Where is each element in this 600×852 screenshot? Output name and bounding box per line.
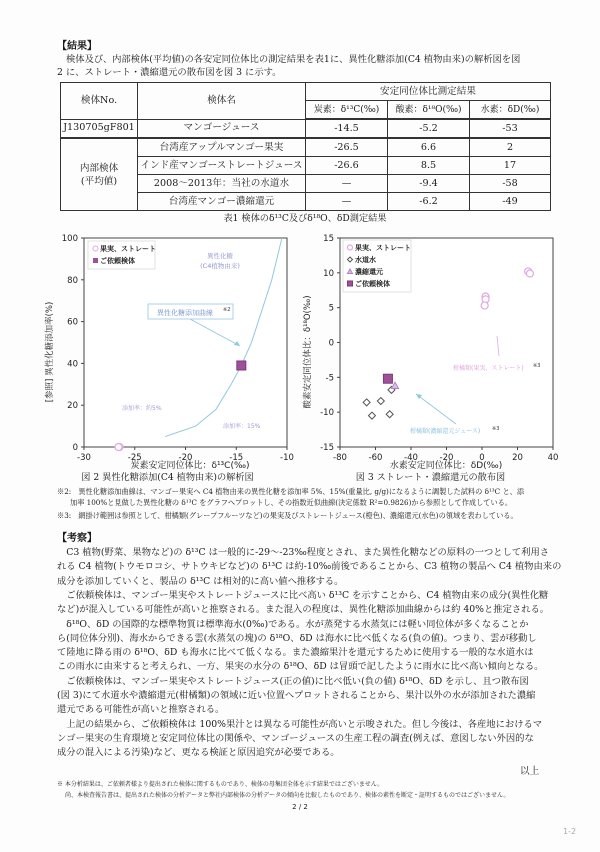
cell-carbon: -26.6: [306, 157, 388, 175]
cell-hydrogen: -58: [470, 175, 551, 193]
disclaimer-2: 尚、本検査報告書は、提出された検体の分析データと弊社内部検体の分析データの傾向を比較したものであり、検体の素性を断定・証明するものではございません。: [65, 792, 510, 799]
fig3-x-axis-label: 水素安定同位体比：δD(‰): [389, 461, 503, 471]
cell-hydrogen: -49: [470, 193, 551, 211]
discussion-line: ご依頼検体は、マンゴー果実やストレートジュース(正の値)に比べ低い(負の値) δ¹⁸O、δD を示し、且つ散布図: [57, 675, 529, 687]
circle-point: [348, 245, 353, 250]
discussion-line: 還元である可能性が高いと推察される。: [57, 704, 225, 716]
header-carbon: 炭素：δ¹³C(‰): [306, 101, 388, 120]
discussion-line: δ¹⁸O、δD の国際的な標準物質は標準海水(0‰)である。水が蒸発する水蒸気には軽い同位体が多くなることか: [57, 618, 529, 630]
discussion-line: C3 植物(野菜、果物など)の δ¹³C は一般的に-29～-23‰程度とされ、また異性化糖などの原料の一つとして利用さ: [57, 547, 550, 558]
x-tick-label: -40: [404, 453, 418, 463]
cell-oxygen: -6.2: [388, 193, 470, 211]
note-2-line1: ※2: 異性化糖添加曲線は、マンゴー果実へ C4 植物由来の異性化糖を添加率 5%、15%(重量比, g/g)になるように調製した試料の δ¹³C と、添: [57, 487, 525, 496]
cell-sample-name: インド産マンゴーストレートジュース: [138, 157, 306, 175]
fig2-legend: [88, 241, 156, 269]
y-tick-label: -10: [320, 408, 334, 419]
rate-5-label: 添加率：約5%: [122, 405, 162, 412]
plot-area: [84, 238, 287, 447]
circle-point: [115, 444, 122, 451]
legend-label: 果実、ストレート: [355, 244, 411, 252]
x-tick-label: -80: [333, 453, 347, 463]
y-tick-label: 60: [67, 317, 78, 328]
x-tick-label: -20: [439, 453, 454, 463]
table-header-row: [61, 83, 551, 101]
fig3-caption: 図 3 ストレート・濃縮還元の散布図: [355, 472, 506, 483]
cell-hydrogen: 17: [470, 157, 551, 175]
rate-15-label: 添加率：15%: [223, 423, 261, 430]
results-intro-line2: 2 に、ストレート・濃縮還元の散布図を図 3 に示す。: [57, 67, 282, 78]
discussion-line: ら(同位体分別)、海水からできる雲(水蒸気の塊)の δ¹⁸O、δD は海水に比べ低くなる(負の値)。つまり、雲が移動し: [57, 632, 537, 644]
fig2-y-axis-label: [参照] 異性化糖添加率(%): [45, 301, 55, 403]
legend-label: ご依頼検体: [100, 257, 135, 265]
cell-carbon: —: [306, 193, 388, 211]
cell-oxygen: -5.2: [388, 119, 470, 138]
cell-oxygen: -9.4: [388, 175, 470, 193]
x-tick-label: -25: [127, 453, 142, 463]
legend-circle-icon: [93, 246, 98, 251]
header-group: 安定同位体比測定結果: [306, 83, 551, 101]
legend-label: 果実、ストレート: [100, 245, 156, 253]
y-tick-label: 15: [323, 234, 334, 244]
x-tick-label: 20: [512, 453, 523, 463]
x-tick-label: 40: [547, 453, 559, 463]
y-tick-label: 5: [328, 303, 334, 314]
cell-hydrogen: -53: [470, 119, 551, 138]
y-tick-label: -15: [320, 443, 334, 453]
y-tick-label: -5: [325, 373, 334, 384]
y-tick-label: 10: [323, 268, 334, 279]
internal-label-line2: (平均値): [80, 175, 118, 187]
cell-oxygen: 6.6: [388, 138, 470, 157]
cell-oxygen: 8.5: [388, 157, 470, 175]
legend-square-icon: [93, 258, 98, 263]
header-hydrogen: 水素：δD(‰): [470, 101, 551, 120]
cell-sample-name: 台湾産マンゴー濃縮還元: [138, 193, 306, 211]
header-oxygen: 酸素：δ¹⁸O(‰): [388, 101, 470, 120]
circle-point: [526, 270, 533, 277]
x-tick-label: 0: [479, 453, 485, 463]
cell-carbon: -14.5: [306, 119, 388, 138]
cell-sample-name: 2008～2013年：当社の水道水: [138, 175, 306, 193]
curve-label-note-mark: ※2: [223, 307, 231, 313]
cell-sample-name: 台湾産アップルマンゴー果実: [138, 138, 306, 157]
cell-carbon: —: [306, 175, 388, 193]
square-point: [237, 361, 246, 370]
discussion-line: 上記の結果から、ご依頼検体は 100%果汁とは異なる可能性が高いと示唆された。但し今後は、各産地におけるマ: [57, 718, 543, 730]
y-tick-label: 0: [328, 338, 334, 349]
square-point: [383, 374, 392, 383]
table-row: [61, 119, 551, 138]
handwritten-mark: 1-2: [563, 827, 577, 836]
cell-sample-no: J130705gF801: [61, 119, 138, 138]
c4-label-line1: 異性化糖: [207, 252, 233, 260]
legend-label: 水道水: [355, 256, 376, 264]
circle-point: [481, 302, 488, 309]
discussion-line: (図 3)にて水道水や濃縮還元(柑橘類)の領域に近い位置へプロットされることから、果汁以外の水が添加された濃縮: [57, 690, 536, 701]
discussion-line: ご依頼検体は、マンゴー果実やストレートジュースに比べ高い δ¹³C を示すことから、C4 植物由来の成分(異性化糖: [57, 589, 549, 601]
fig3-legend: [343, 240, 411, 292]
x-tick-label: -15: [229, 453, 244, 463]
citrus-conc-note-mark: ※3: [492, 426, 500, 432]
y-tick-label: 40: [67, 359, 78, 370]
cell-hydrogen: 2: [470, 138, 551, 157]
table-caption: 表1 検体のδ¹³C及びδ¹⁸O、δD測定結果: [223, 213, 387, 224]
fig2-caption: 図 2 異性化糖添加(C4 植物由来)の解析図: [81, 472, 254, 483]
note-2-line2: 加率 100%と見做した異性化糖の δ¹³C をグラフへプロットし、その指数近似曲線(決定係数 R²=0.9826)から参照として作成している。: [70, 498, 513, 507]
discussion-line: れる C4 植物(トウモロコシ、サトウキビなど)の δ¹³C は約-10‰前後であることから、C3 植物の製品へ C4 植物由来の: [57, 561, 562, 573]
cell-carbon: -26.5: [306, 138, 388, 157]
citrus-conc-label: 柑橘類(濃縮還元ジュース): [410, 428, 481, 435]
results-heading: 【結果】: [57, 41, 97, 52]
page-number: 2 / 2: [292, 803, 308, 811]
header-sample-name: 検体名: [138, 83, 306, 120]
fig2-x-axis-label: 炭素安定同位体比：δ¹³C(‰): [130, 461, 250, 471]
y-tick-label: 0: [72, 443, 78, 453]
note-3: ※3: 網掛け範囲は参照として、柑橘類(グレープフルーツなど)の果実及びストレートジュース(橙色)、濃縮還元(水色)の領域を表わしている。: [57, 511, 518, 520]
legend-label: 濃縮還元: [355, 268, 383, 276]
x-tick-label: -30: [77, 453, 91, 463]
discussion-line: て陸地に降る雨の δ¹⁸O、δD も海水に比べて低くなる。また濃縮果汁を還元するために使用する一般的な水道水は: [57, 647, 534, 659]
c4-label-line2: (C4植物由来): [200, 262, 240, 270]
legend-label: ご依頼検体: [355, 280, 390, 288]
x-tick-label: -60: [368, 453, 383, 463]
discussion-line: この雨水に由来すると考えられ、一方、果実の水分の δ¹⁸O、δD は冒頭で記したように雨水に比べ高い傾向となる。: [57, 661, 544, 673]
y-tick-label: 80: [67, 275, 78, 286]
cell-sample-name: マンゴージュース: [138, 119, 306, 138]
header-sample-no: 検体No.: [61, 83, 138, 120]
fig3-y-axis-label: 酸素安定同位体比：δ¹⁸O(‰): [303, 295, 313, 409]
curve-label: 異性化糖添加曲線: [157, 309, 213, 317]
closing-text: 以上: [520, 766, 540, 777]
x-tick-label: -20: [178, 453, 193, 463]
citrus-fruit-note-mark: ※3: [533, 363, 541, 369]
citrus-fruit-label: 柑橘類(果実、ストレート): [453, 365, 524, 372]
internal-label-line1: 内部検体: [79, 162, 119, 174]
disclaimer-1: ※ 本分析結果は、ご依頼者様より提出された検体に関するものであり、検体の母集団全体を示す結果ではございません。: [57, 781, 384, 788]
discussion-heading: 【考察】: [57, 533, 97, 544]
table-row: [61, 138, 551, 157]
discussion-line: など)が混入している可能性が高いと推察される。また混入の程度は、異性化糖添加曲線からは約 40%と推定される。: [57, 604, 550, 616]
y-tick-label: 100: [61, 234, 78, 244]
discussion-line: 成分の混入による汚染)など、更なる検証と原因追究が必要である。: [57, 747, 340, 759]
discussion-line: ンゴー果実の生育環境と安定同位体比の関係や、マンゴージュースの生産工程の調査(例えば、意図しない外因的な: [57, 732, 534, 744]
results-intro-line1: 検体及び、内部検体(平均値)の各安定同位体比の測定結果を表1に、異性化糖添加(C4 植物由来)の解析図を図: [66, 54, 521, 65]
discussion-line: 成分を添加していくと、製品の δ¹³C は相対的に高い値へ推移する。: [57, 575, 344, 587]
x-tick-label: -10: [280, 453, 294, 463]
square-point: [348, 281, 353, 286]
figure-3-chart: [298, 228, 563, 473]
results-table: [60, 82, 551, 211]
figure-2-chart: [40, 228, 295, 473]
cell-internal-label: [61, 138, 138, 211]
y-tick-label: 20: [67, 401, 78, 412]
